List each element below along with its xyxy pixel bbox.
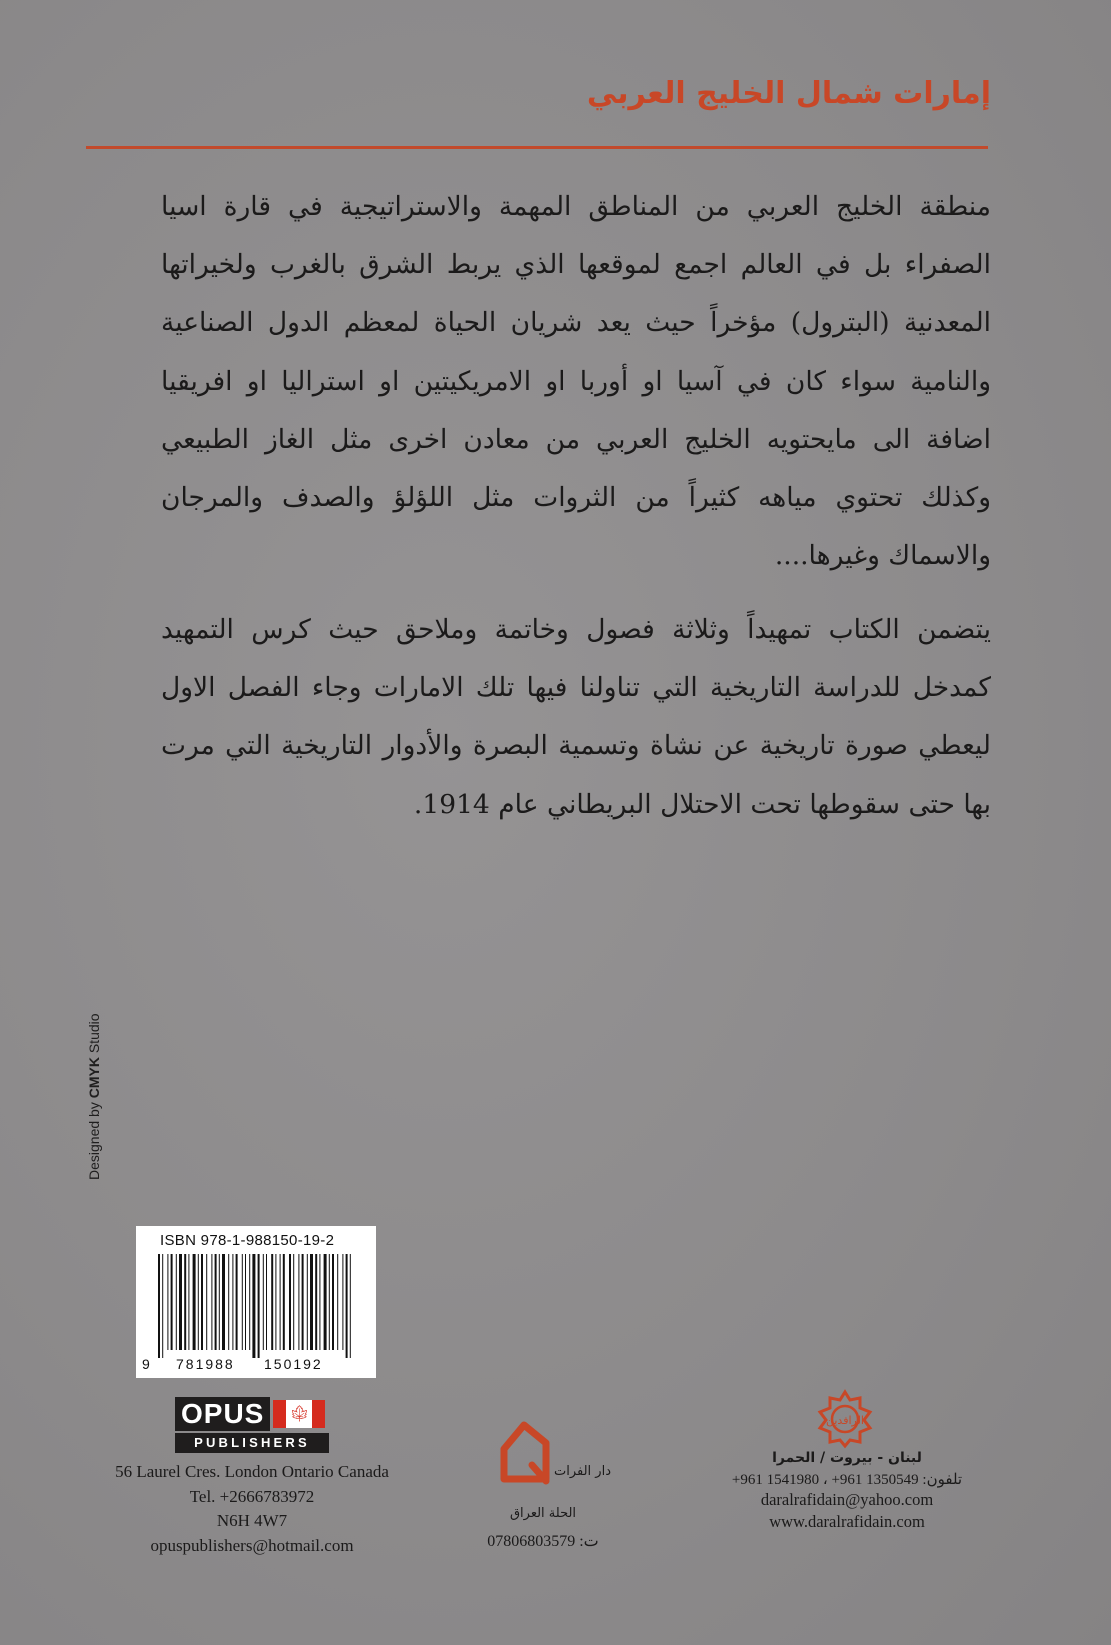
title-divider [86, 146, 988, 149]
barcode-left-digits: 781988 [176, 1356, 235, 1372]
dar-alrafidain-logo [814, 1388, 876, 1450]
designer-credit [86, 1013, 102, 1180]
dar-alfurat-phone: ت: 07806803579 [487, 1533, 599, 1550]
dar-alfurat-logo-text: دار الفرات [554, 1464, 611, 1479]
dar-alfurat-contact-info [478, 1506, 608, 1551]
dar-alrafidain-contact-info [682, 1450, 1012, 1533]
barcode-right-digits: 150192 [264, 1356, 323, 1372]
barcode-lead-digit: 9 [142, 1356, 150, 1372]
opus-phone: Tel. +2666783972 [189, 1486, 315, 1506]
dar-alrafidain-logo-text: الرافدين [825, 1414, 865, 1427]
opus-logo-subtitle: PUBLISHERS [175, 1433, 329, 1453]
book-title: إمارات شمال الخليج العربي [586, 76, 991, 111]
credit-studio: CMYK [86, 1057, 102, 1099]
synopsis-paragraph-2: يتضمن الكتاب تمهيداً وثلاثة فصول وخاتمة وملاحق حيث كرس التمهيد كمدخل للدراسة التاريخية التي تناولنا فيها تلك الامارات وجاء الفصل الاول ليعطي صورة تاريخية عن نشاة وتسمية البصرة والأدوار التاريخية التي مرت بها حتى سقوطها تحت الاحتلال البريطاني عام 1914. [161, 614, 991, 820]
dar-alrafidain-phone: تلفون: 1350549 961+ ، 1541980 961+ [731, 1472, 963, 1488]
opus-address: 56 Laurel Cres. London Ontario Canada [115, 1462, 389, 1481]
dar-alfurat-logo [494, 1413, 611, 1503]
opus-contact-info [86, 1460, 418, 1558]
dar-alfurat-city: الحلة العراق [509, 1506, 577, 1521]
canada-flag-icon: 🍁︎ [273, 1400, 325, 1428]
opus-logo-word: OPUS [175, 1397, 270, 1431]
opus-postal-code: N6H 4W7 [216, 1511, 288, 1530]
isbn-number: ISBN 978-1-988150-19-2 [160, 1232, 335, 1249]
dar-alrafidain-website: www.daralrafidain.com [769, 1512, 925, 1531]
credit-prefix: Designed by [86, 1102, 102, 1180]
opus-publishers-logo [175, 1397, 329, 1453]
credit-suffix: Studio [86, 1013, 102, 1054]
isbn-barcode [136, 1226, 376, 1378]
synopsis-paragraph-1: منطقة الخليج العربي من المناطق المهمة والاستراتيجية في قارة اسيا الصفراء بل في العالم اجمع لموقعها الذي يربط الشرق بالغرب ولخيراتها المعدنية (البترول) مؤخراً حيث يعد شريان الحياة لمعظم الدول الصناعية والنامية سواء كان في آسيا او أوربا او الامريكيتين او استراليا او افريقيا اضافة الى مايحتويه الخليج العربي من معادن اخرى مثل الغاز الطبيعي وكذلك تحتوي مياهه كثيراً من الثروات مثل اللؤلؤ والصدف والمرجان والاسماك وغيرها.... [161, 191, 991, 572]
dar-alrafidain-email: daralrafidain@yahoo.com [760, 1490, 934, 1509]
opus-email: opuspublishers@hotmail.com [150, 1535, 354, 1555]
dar-alrafidain-city: لبنان - بيروت / الحمرا [772, 1450, 922, 1466]
barcode-bars [156, 1254, 356, 1358]
